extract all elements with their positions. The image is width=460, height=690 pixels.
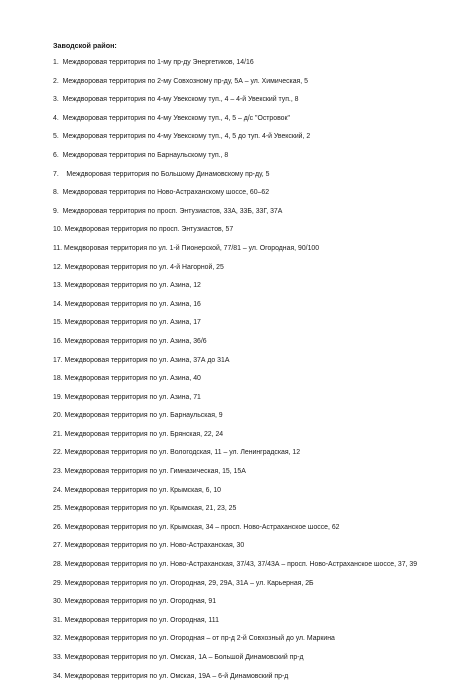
list-item: [53, 523, 423, 532]
list-item: [53, 207, 423, 216]
item-text: Междворовая территория по ул. Омская, 19А – 6-й Динамовский пр-д: [64, 672, 289, 680]
item-number: 32.: [53, 635, 63, 643]
item-text: Междворовая территория по ул. Гимназическая, 15, 15А: [64, 468, 246, 476]
list-item: [53, 318, 423, 327]
item-number: 1.: [53, 59, 59, 66]
list-item: [53, 356, 423, 365]
item-text: Междворовая территория по ул. Ново-Астраханская, 37/43, 37/43А – просп. Ново-Астраханское шоссе, 37, 39: [64, 561, 418, 569]
item-number: 23.: [53, 468, 63, 476]
list-item: [53, 486, 423, 495]
list-item: [53, 337, 423, 346]
list-item: [53, 634, 423, 643]
item-text: Междворовая территория по ул. Азина, 36/6: [64, 337, 207, 345]
item-text: Междворовая территория по ул. Огородная, 29, 29А, 31А – ул. Карьерная, 2Б: [64, 579, 314, 587]
item-number: 17.: [53, 356, 63, 364]
list-item: [53, 281, 423, 290]
item-number: 20.: [53, 412, 63, 420]
item-number: 5.: [53, 133, 59, 141]
item-text: Междворовая территория по ул. Огородная, 91: [64, 598, 217, 606]
item-text: Междворовая территория по ул. Крымская, 6, 10: [64, 486, 222, 494]
item-text: Междворовая территория по Барнаульскому туп., 8: [62, 151, 229, 159]
list-item: [53, 504, 423, 513]
item-number: 13.: [53, 282, 63, 290]
list-item: [53, 95, 423, 104]
list-item: [53, 114, 423, 123]
item-text: Междворовая территория по ул. Крымская, 34 – просп. Ново-Астраханское шоссе, 62: [64, 523, 340, 531]
item-text: Междворовая территория по ул. 4-й Нагорной, 25: [64, 263, 224, 271]
list-item: [53, 374, 423, 383]
item-text: Междворовая территория по ул. Азина, 12: [64, 282, 201, 290]
item-text: Междворовая территория по ул. Азина, 17: [64, 319, 201, 327]
item-text: Междворовая территория по 4-му Увекскому туп., 4, 5 – д/с "Островок": [62, 114, 290, 122]
item-number: 14.: [53, 300, 63, 308]
section-heading: Заводской район:: [53, 41, 117, 50]
item-number: 15.: [53, 319, 63, 327]
item-number: 30.: [53, 598, 63, 606]
item-number: 25.: [53, 505, 63, 513]
item-text: Междворовая территория по Ново-Астраханскому шоссе, 60–62: [62, 189, 270, 197]
item-text: Междворовая территория по 4-му Увекскому туп., 4 – 4-й Увекский туп., 8: [62, 96, 299, 104]
item-number: 9.: [53, 207, 59, 215]
list-item: [53, 597, 423, 606]
item-number: 4.: [53, 114, 59, 122]
item-text: Междворовая территория по ул. Крымская, 21, 23, 25: [64, 505, 237, 513]
item-number: 26.: [53, 523, 63, 531]
item-text: Междворовая территория по ул. Барнаульская, 9: [64, 412, 223, 420]
list-item: [53, 653, 423, 662]
list-item: [53, 616, 423, 625]
item-number: 6.: [53, 151, 59, 159]
list-item: [53, 77, 423, 86]
item-number: 19.: [53, 393, 63, 401]
item-text: Междворовая территория по ул. Азина, 71: [64, 393, 201, 401]
item-number: 31.: [53, 616, 63, 624]
item-text: Междворовая территория по ул. 1-й Пионерской, 77/81 – ул. Огородная, 90/100: [64, 244, 320, 252]
item-number: 16.: [53, 337, 63, 345]
list-item: [53, 430, 423, 439]
item-text: Междворовая территория по ул. Огородная, 111: [64, 616, 219, 624]
item-number: 3.: [53, 96, 59, 104]
list-item: [53, 672, 423, 681]
item-number: 2.: [53, 77, 59, 85]
item-number: 21.: [53, 430, 63, 438]
item-text: Междворовая территория по ул. Брянская, 22, 24: [64, 430, 224, 438]
item-text: Междворовая территория по 2-му Совхозному пр-ду, 5А – ул. Химическая, 5: [62, 77, 308, 85]
list-item: [53, 393, 423, 402]
item-number: 18.: [53, 375, 63, 383]
item-number: 7.: [53, 170, 59, 178]
item-number: 28.: [53, 561, 63, 569]
item-text: Междворовая территория по 4-му Увекскому туп., 4, 5 до туп. 4-й Увекский, 2: [62, 133, 311, 141]
item-number: 33.: [53, 654, 63, 661]
item-text: Междворовая территория по ул. Вологодская, 11 – ул. Ленинградская, 12: [64, 449, 301, 457]
item-text: Междворовая территория по Большому Динамовскому пр-ду, 5: [66, 170, 270, 178]
item-number: 29.: [53, 579, 63, 587]
item-number: 10.: [53, 226, 63, 234]
list-item: [53, 411, 423, 420]
item-number: 22.: [53, 449, 63, 457]
item-number: 24.: [53, 486, 63, 494]
item-text: Междворовая территория по ул. Ново-Астраханская, 30: [64, 542, 245, 550]
item-text: Междворовая территория по просп. Энтузиастов, 57: [64, 226, 234, 234]
item-text: Междворовая территория по ул. Азина, 16: [64, 300, 201, 308]
item-text: Междворовая территория по ул. Огородная – от пр-д 2-й Совхозный до ул. Маркина: [64, 635, 335, 643]
list-item: [53, 579, 423, 588]
list-item: [53, 151, 423, 160]
list-item: [53, 448, 423, 457]
list-item: [53, 300, 423, 309]
list-item: [53, 225, 423, 234]
list-item: [53, 170, 423, 179]
list-item: [53, 467, 423, 476]
item-number: 8.: [53, 189, 59, 197]
list-item: [53, 541, 423, 550]
item-text: Междворовая территория по просп. Энтузиастов, 33А, 33Б, 33Г, 37А: [62, 207, 283, 215]
item-number: 11.: [53, 244, 63, 252]
item-text: Междворовая территория по ул. Омская, 1А – Большой Динамовский пр-д: [64, 654, 304, 661]
item-text: Междворовая территория по 1-му пр-ду Энергетиков, 14/16: [62, 59, 254, 66]
list-item: [53, 560, 423, 569]
list-item: [53, 263, 423, 272]
list-item: [53, 188, 423, 197]
item-text: Междворовая территория по ул. Азина, 37А до 31А: [64, 356, 230, 364]
item-number: 34.: [53, 672, 63, 680]
item-number: 12.: [53, 263, 63, 271]
list-item: [53, 132, 423, 141]
item-text: Междворовая территория по ул. Азина, 40: [64, 375, 201, 383]
list-item: [53, 58, 423, 67]
list-item: [53, 244, 423, 253]
territory-list: [53, 58, 423, 690]
item-number: 27.: [53, 542, 63, 550]
